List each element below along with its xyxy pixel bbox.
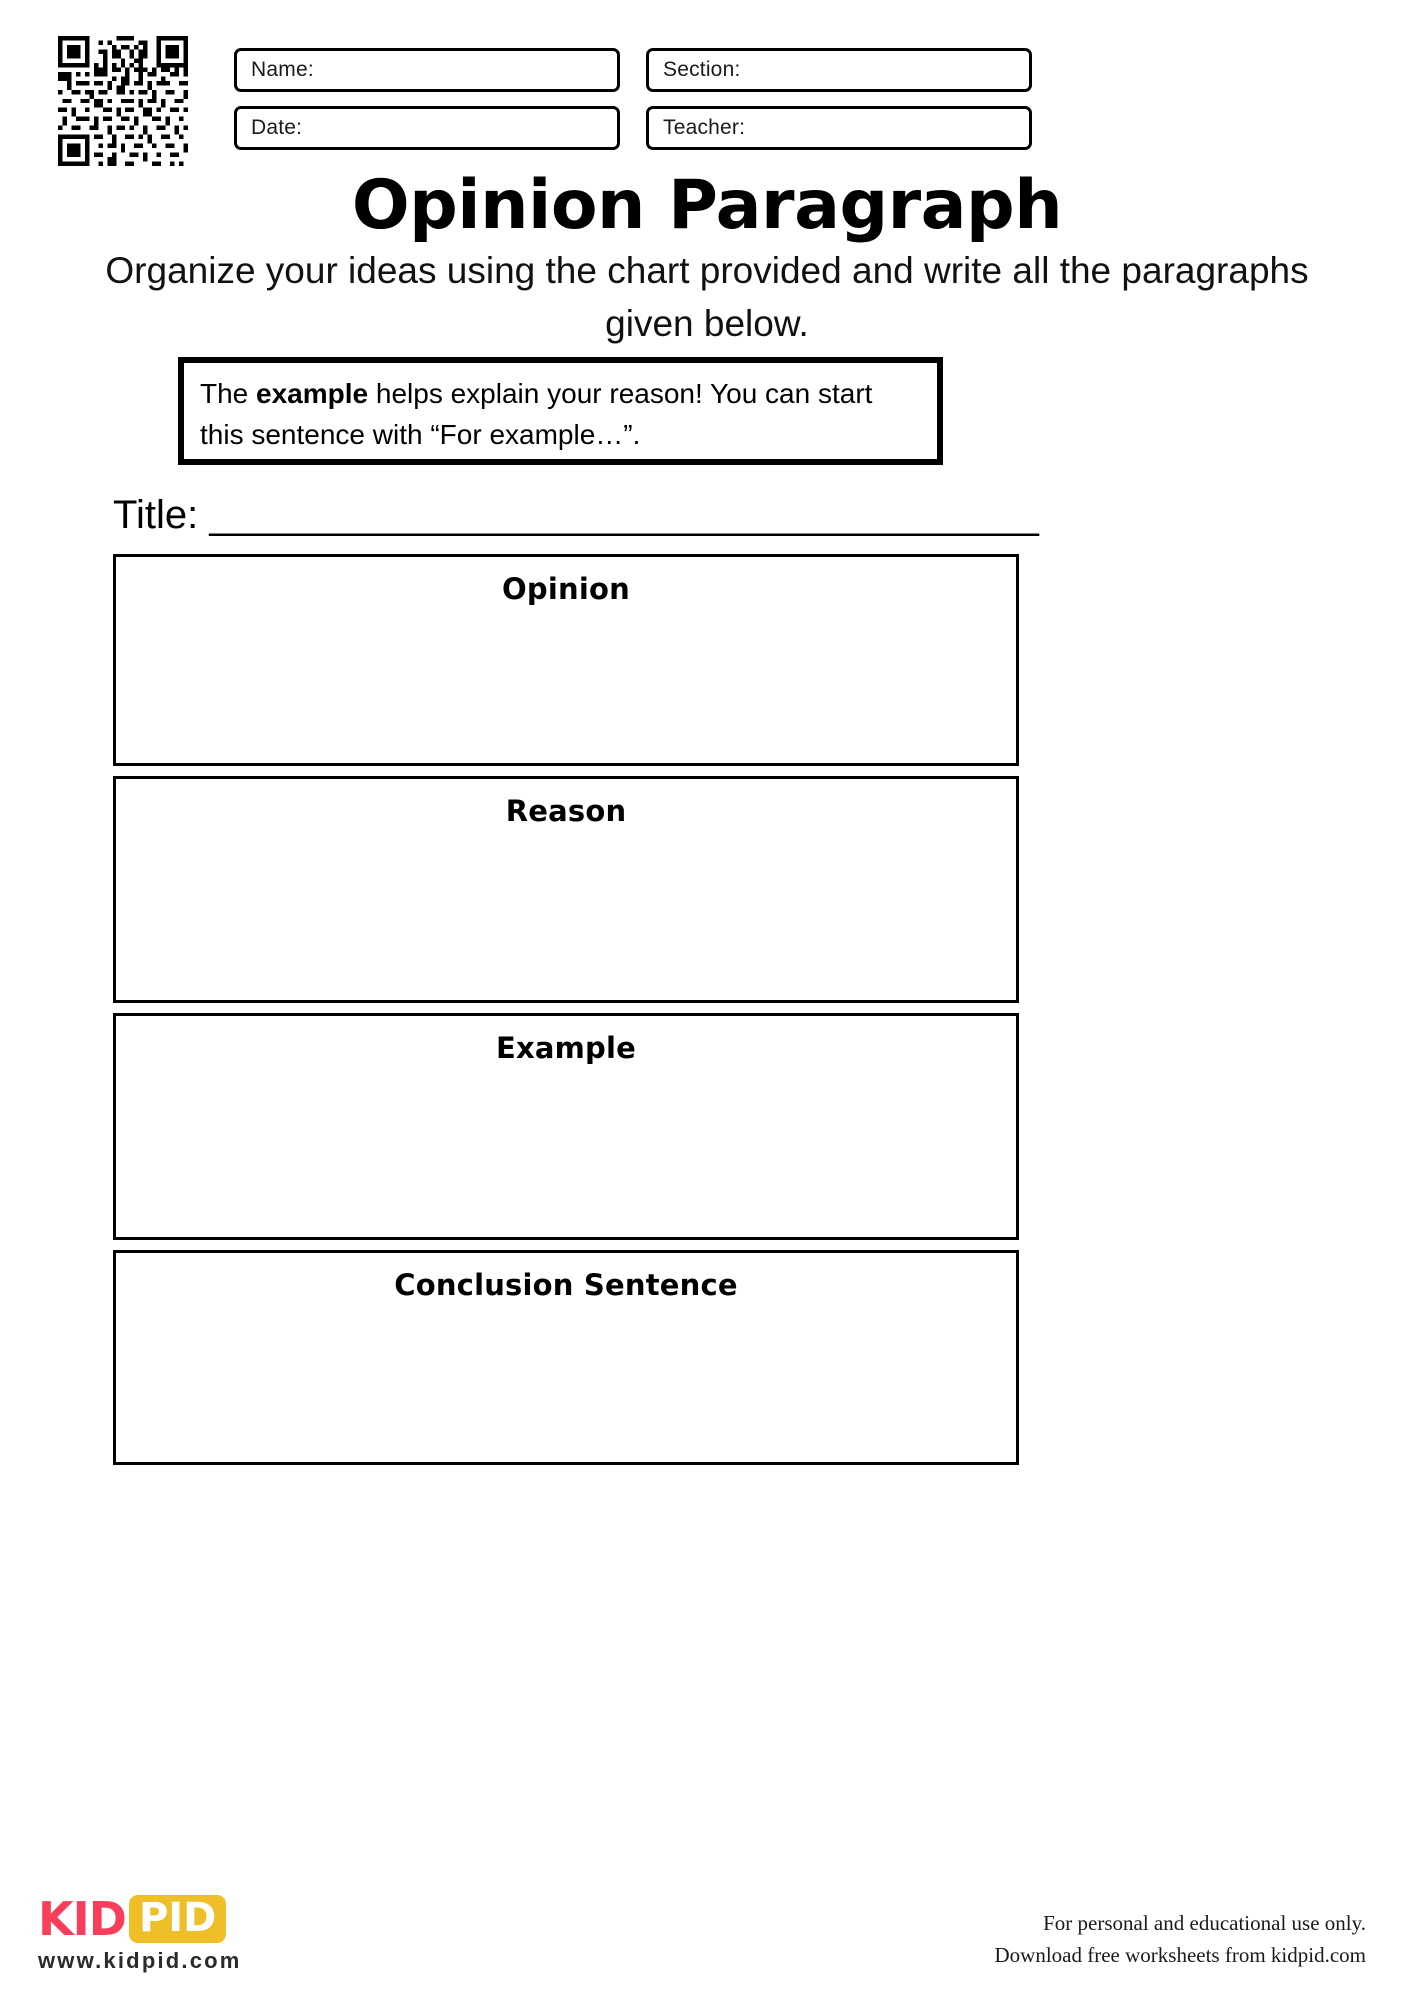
footer-notice <box>806 1908 1366 1971</box>
organizer-heading-conclusion: Conclusion Sentence <box>394 1268 738 1302</box>
footer-notice-line-1: For personal and educational use only. <box>1043 1911 1366 1935</box>
header-fields <box>234 48 1032 164</box>
page-subtitle: Organize your ideas using the chart provided and write all the paragraphs given below. <box>105 250 1309 344</box>
footer-url[interactable]: www.kidpid.com <box>38 1948 242 1973</box>
footer-notice-line-2: Download free worksheets from kidpid.com <box>994 1942 1366 1967</box>
logo-row <box>38 1892 368 1946</box>
date-field[interactable] <box>234 106 620 150</box>
organizer-box-opinion[interactable] <box>113 554 1019 766</box>
title-line-rule: _______________________________________ <box>209 493 1038 537</box>
organizer-heading-reason: Reason <box>505 794 627 828</box>
header-row-1 <box>234 48 1032 92</box>
qr-code-icon <box>58 36 188 166</box>
teacher-field-label: Teacher: <box>663 116 746 139</box>
tip-text <box>200 373 921 456</box>
tip-lead: The <box>200 378 257 409</box>
name-field[interactable] <box>234 48 620 92</box>
organizer-heading-opinion: Opinion <box>502 572 630 606</box>
logo-pid-badge <box>129 1895 226 1943</box>
title-line-label: Title: <box>113 493 210 537</box>
section-field-label: Section: <box>663 58 741 81</box>
kidpid-logo <box>38 1892 368 1974</box>
section-field[interactable] <box>646 48 1032 92</box>
organizer-box-conclusion[interactable] <box>113 1250 1019 1465</box>
organizer-box-reason[interactable] <box>113 776 1019 1003</box>
header-row-2 <box>234 106 1032 150</box>
tip-bold-word: example <box>256 378 369 409</box>
organizer-box-example[interactable] <box>113 1013 1019 1240</box>
tip-box <box>178 357 943 465</box>
teacher-field[interactable] <box>646 106 1032 150</box>
title-write-line[interactable] <box>113 493 1113 538</box>
logo-pid-text: PID <box>138 1895 217 1941</box>
organizer-heading-example: Example <box>495 1031 637 1065</box>
date-field-label: Date: <box>251 116 303 139</box>
tip-rest: helps explain your reason! You can start this sentence with “For example…”. <box>200 378 873 451</box>
page-title: Opinion Paragraph <box>351 166 1063 245</box>
graphic-organizer <box>113 554 1019 1475</box>
name-field-label: Name: <box>251 58 314 81</box>
logo-kid-text: KID <box>38 1892 126 1946</box>
